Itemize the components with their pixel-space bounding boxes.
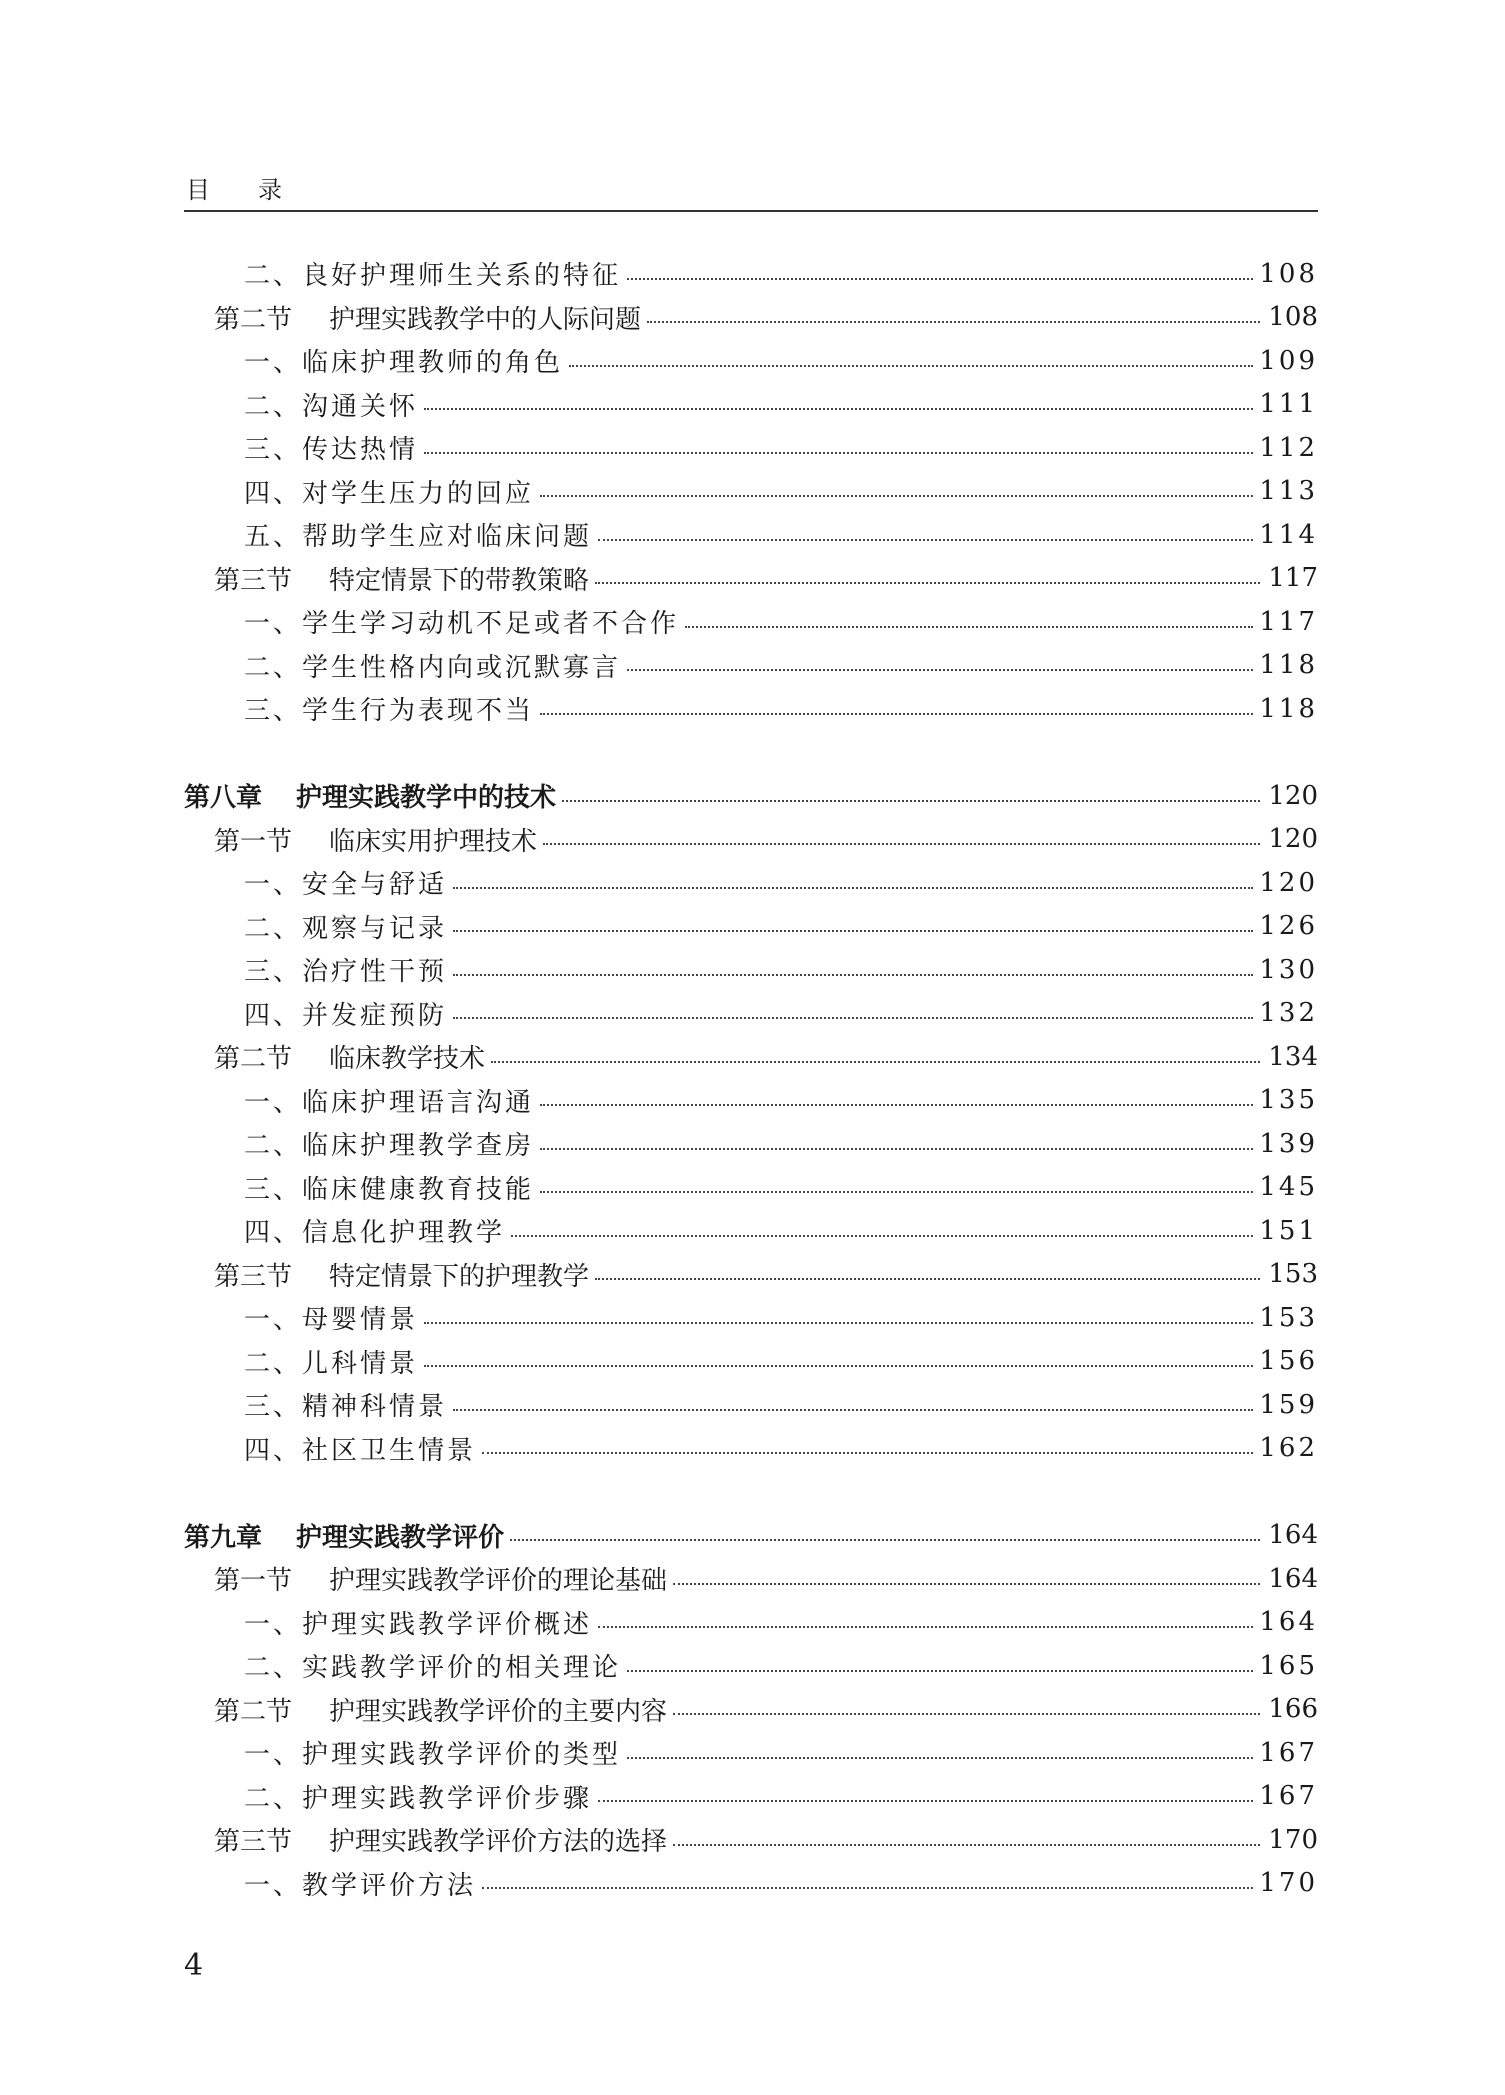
dot-leader bbox=[627, 278, 1253, 280]
toc-entry-label bbox=[214, 560, 589, 597]
toc-entry-item[interactable] bbox=[184, 687, 1318, 731]
toc-entry-label bbox=[244, 603, 679, 640]
item-title: 二、观察与记录 bbox=[244, 913, 448, 944]
item-title: 四、社区卫生情景 bbox=[244, 1435, 477, 1466]
toc-entry-label bbox=[244, 1604, 592, 1641]
item-title: 三、学生行为表现不当 bbox=[244, 696, 535, 727]
dot-leader bbox=[673, 1713, 1260, 1715]
toc-entry-label bbox=[244, 951, 447, 988]
dot-leader bbox=[598, 1800, 1253, 1802]
dot-leader bbox=[569, 365, 1253, 367]
toc-page-number: 162 bbox=[1259, 1433, 1318, 1464]
toc-page-number: 164 bbox=[1268, 1520, 1318, 1551]
dot-leader bbox=[673, 1583, 1260, 1585]
toc-entry-label bbox=[244, 1386, 447, 1423]
toc-entry-label bbox=[244, 473, 534, 510]
toc-page-number: 165 bbox=[1259, 1650, 1318, 1681]
toc-page-number: 109 bbox=[1259, 345, 1318, 376]
section-number: 第二节 bbox=[214, 304, 293, 335]
section-number: 第二节 bbox=[214, 1044, 293, 1075]
dot-leader bbox=[685, 626, 1253, 628]
toc-page-number: 120 bbox=[1268, 824, 1318, 855]
chapter-number: 第八章 bbox=[184, 783, 263, 814]
dot-leader bbox=[482, 1452, 1253, 1454]
item-title: 一、临床护理语言沟通 bbox=[244, 1087, 535, 1118]
toc-entry-label bbox=[244, 342, 563, 379]
toc-page-number: 164 bbox=[1268, 1563, 1318, 1594]
toc-entry-section[interactable] bbox=[184, 1818, 1318, 1862]
dot-leader bbox=[627, 1670, 1253, 1672]
toc-entry-item[interactable] bbox=[184, 1644, 1318, 1688]
toc-page-number: 114 bbox=[1259, 519, 1318, 550]
toc-entry-label bbox=[244, 255, 621, 292]
toc-page-number: 139 bbox=[1259, 1128, 1318, 1159]
item-title: 一、临床护理教师的角色 bbox=[244, 348, 564, 379]
toc-page-number: 166 bbox=[1268, 1694, 1318, 1725]
toc-entry-label bbox=[244, 1212, 505, 1249]
dot-leader bbox=[562, 800, 1260, 802]
toc-entry-item[interactable] bbox=[184, 1296, 1318, 1340]
toc-entry-item[interactable] bbox=[184, 470, 1318, 514]
toc-entry-item[interactable] bbox=[184, 1427, 1318, 1471]
toc-page-number: 113 bbox=[1259, 476, 1318, 507]
toc-entry-item[interactable] bbox=[184, 1383, 1318, 1427]
toc-entry-label bbox=[244, 1082, 534, 1119]
dot-leader bbox=[647, 321, 1260, 323]
item-title: 三、传达热情 bbox=[244, 435, 419, 466]
item-title: 一、母婴情景 bbox=[244, 1305, 419, 1336]
item-title: 二、沟通关怀 bbox=[244, 391, 419, 422]
toc-entry-label bbox=[214, 1691, 667, 1728]
toc-page-number: 118 bbox=[1259, 650, 1318, 681]
toc-page-number: 132 bbox=[1259, 998, 1318, 1029]
toc-entry-item[interactable] bbox=[184, 992, 1318, 1036]
toc-page-number: 167 bbox=[1259, 1781, 1318, 1812]
section-title: 特定情景下的护理教学 bbox=[329, 1261, 590, 1292]
toc-entry-label bbox=[244, 908, 447, 945]
toc-page-number: 159 bbox=[1259, 1389, 1318, 1420]
running-header bbox=[184, 166, 1318, 212]
section-title: 护理实践教学评价方法的选择 bbox=[329, 1827, 668, 1858]
item-title: 二、儿科情景 bbox=[244, 1348, 419, 1379]
dot-leader bbox=[627, 1757, 1253, 1759]
toc-entry-label bbox=[244, 1125, 534, 1162]
dot-leader bbox=[543, 843, 1260, 845]
toc-entry-chapter[interactable] bbox=[184, 1514, 1318, 1558]
section-number: 第一节 bbox=[214, 826, 293, 857]
header-left-char: 目 bbox=[186, 176, 210, 204]
item-title: 三、临床健康教育技能 bbox=[244, 1174, 535, 1205]
toc-page-number: 117 bbox=[1259, 606, 1318, 637]
toc-entry-label bbox=[244, 647, 621, 684]
item-title: 一、护理实践教学评价的类型 bbox=[244, 1740, 622, 1771]
item-title: 二、临床护理教学查房 bbox=[244, 1131, 535, 1162]
toc-entry-label bbox=[244, 386, 418, 423]
toc-page-number: 130 bbox=[1259, 954, 1318, 985]
toc-entry-label bbox=[244, 1865, 476, 1902]
item-title: 四、并发症预防 bbox=[244, 1000, 448, 1031]
toc-entry-item[interactable] bbox=[184, 252, 1318, 296]
toc-entry-label bbox=[244, 1343, 418, 1380]
item-title: 三、精神科情景 bbox=[244, 1392, 448, 1423]
toc-entry-item[interactable] bbox=[184, 1731, 1318, 1775]
dot-leader bbox=[540, 1191, 1253, 1193]
toc-entry-item[interactable] bbox=[184, 1601, 1318, 1645]
toc-entry-label bbox=[244, 429, 418, 466]
dot-leader bbox=[540, 1148, 1253, 1150]
toc-entry-item[interactable] bbox=[184, 1340, 1318, 1384]
item-title: 二、护理实践教学评价步骤 bbox=[244, 1783, 593, 1814]
toc-entry-label bbox=[184, 777, 556, 814]
header-right-char: 录 bbox=[258, 176, 282, 204]
dot-leader bbox=[595, 1278, 1260, 1280]
toc-page-number: 111 bbox=[1259, 389, 1318, 420]
toc-entry-label bbox=[244, 1734, 621, 1771]
toc-entry-item[interactable] bbox=[184, 905, 1318, 949]
section-number: 第三节 bbox=[214, 1827, 293, 1858]
toc-entry-item[interactable] bbox=[184, 513, 1318, 557]
chapter-title: 护理实践教学中的技术 bbox=[296, 783, 557, 814]
toc-entry-item[interactable] bbox=[184, 948, 1318, 992]
dot-leader bbox=[540, 495, 1253, 497]
toc-page-number: 108 bbox=[1268, 302, 1318, 333]
section-number: 第三节 bbox=[214, 1261, 293, 1292]
item-title: 一、教学评价方法 bbox=[244, 1870, 477, 1901]
toc-page-number: 120 bbox=[1268, 780, 1318, 811]
section-title: 护理实践教学中的人际问题 bbox=[329, 304, 642, 335]
toc-entry-label bbox=[214, 299, 641, 336]
item-title: 五、帮助学生应对临床问题 bbox=[244, 522, 593, 553]
toc-page-number: 170 bbox=[1268, 1824, 1318, 1855]
toc-entry-label bbox=[244, 1647, 621, 1684]
dot-leader bbox=[511, 1235, 1253, 1237]
dot-leader bbox=[453, 1017, 1253, 1019]
dot-leader bbox=[540, 1104, 1253, 1106]
item-title: 一、学生学习动机不足或者不合作 bbox=[244, 609, 680, 640]
chapter-number: 第九章 bbox=[184, 1522, 263, 1553]
toc-entry-item[interactable] bbox=[184, 1079, 1318, 1123]
toc-page-number: 170 bbox=[1259, 1868, 1318, 1899]
toc-page-number: 151 bbox=[1259, 1215, 1318, 1246]
toc-entry-label bbox=[244, 1299, 418, 1336]
toc-entry-item[interactable] bbox=[184, 861, 1318, 905]
item-title: 二、实践教学评价的相关理论 bbox=[244, 1653, 622, 1684]
toc-entry-section[interactable] bbox=[184, 557, 1318, 601]
toc-entry-item[interactable] bbox=[184, 600, 1318, 644]
toc-page-number: 134 bbox=[1268, 1041, 1318, 1072]
section-number: 第二节 bbox=[214, 1696, 293, 1727]
section-title: 特定情景下的带教策略 bbox=[329, 565, 590, 596]
section-title: 临床实用护理技术 bbox=[329, 826, 538, 857]
dot-leader bbox=[595, 582, 1260, 584]
item-title: 一、护理实践教学评价概述 bbox=[244, 1609, 593, 1640]
toc-entry-label bbox=[244, 1430, 476, 1467]
section-title: 临床教学技术 bbox=[329, 1044, 486, 1075]
toc-page-number: 126 bbox=[1259, 911, 1318, 942]
toc-entry-label bbox=[244, 864, 447, 901]
toc-entry-item[interactable] bbox=[184, 383, 1318, 427]
dot-leader bbox=[482, 1887, 1253, 1889]
section-number: 第三节 bbox=[214, 565, 293, 596]
dot-leader bbox=[453, 930, 1253, 932]
toc-entry-section[interactable] bbox=[184, 818, 1318, 862]
toc-entry-item[interactable] bbox=[184, 1122, 1318, 1166]
toc-page-number: 156 bbox=[1259, 1346, 1318, 1377]
dot-leader bbox=[627, 669, 1253, 671]
toc-entry-label bbox=[214, 1560, 667, 1597]
dot-leader bbox=[453, 974, 1253, 976]
toc-entry-item[interactable] bbox=[184, 1166, 1318, 1210]
toc-entry-item[interactable] bbox=[184, 426, 1318, 470]
dot-leader bbox=[491, 1061, 1260, 1063]
dot-leader bbox=[673, 1844, 1260, 1846]
section-title: 护理实践教学评价的主要内容 bbox=[329, 1696, 668, 1727]
dot-leader bbox=[453, 887, 1253, 889]
toc-page-number: 153 bbox=[1268, 1259, 1318, 1290]
toc-page-number: 120 bbox=[1259, 867, 1318, 898]
dot-leader bbox=[540, 713, 1253, 715]
toc-entry-label bbox=[244, 1778, 592, 1815]
toc-entry-item[interactable] bbox=[184, 1862, 1318, 1906]
toc-entry-chapter[interactable] bbox=[184, 774, 1318, 818]
chapter-title: 护理实践教学评价 bbox=[296, 1522, 505, 1553]
toc-page-number: 117 bbox=[1268, 563, 1318, 594]
dot-leader bbox=[424, 1322, 1253, 1324]
toc-page-number: 135 bbox=[1259, 1085, 1318, 1116]
toc-page-number: 145 bbox=[1259, 1172, 1318, 1203]
table-of-contents bbox=[184, 252, 1318, 1905]
toc-entry-section[interactable] bbox=[184, 1557, 1318, 1601]
toc-entry-label bbox=[214, 1256, 589, 1293]
dot-leader bbox=[598, 1626, 1253, 1628]
item-title: 四、对学生压力的回应 bbox=[244, 478, 535, 509]
item-title: 四、信息化护理教学 bbox=[244, 1218, 506, 1249]
toc-entry-label bbox=[214, 821, 537, 858]
toc-entry-item[interactable] bbox=[184, 644, 1318, 688]
toc-entry-label bbox=[184, 1517, 504, 1554]
item-title: 一、安全与舒适 bbox=[244, 870, 448, 901]
section-title: 护理实践教学评价的理论基础 bbox=[329, 1566, 668, 1597]
toc-page-number: 167 bbox=[1259, 1737, 1318, 1768]
toc-entry-label bbox=[244, 690, 534, 727]
item-title: 三、治疗性干预 bbox=[244, 957, 448, 988]
toc-page-number: 112 bbox=[1259, 432, 1318, 463]
item-title: 二、良好护理师生关系的特征 bbox=[244, 261, 622, 292]
toc-entry-label bbox=[214, 1821, 667, 1858]
toc-entry-label bbox=[244, 1169, 534, 1206]
toc-entry-section[interactable] bbox=[184, 1688, 1318, 1732]
dot-leader bbox=[424, 1365, 1253, 1367]
toc-entry-item[interactable] bbox=[184, 1775, 1318, 1819]
toc-entry-label bbox=[214, 1038, 485, 1075]
toc-page-number: 153 bbox=[1259, 1302, 1318, 1333]
toc-page-number: 118 bbox=[1259, 693, 1318, 724]
dot-leader bbox=[598, 539, 1253, 541]
toc-entry-section[interactable] bbox=[184, 1253, 1318, 1297]
toc-entry-item[interactable] bbox=[184, 339, 1318, 383]
item-title: 二、学生性格内向或沉默寡言 bbox=[244, 652, 622, 683]
page-number: 4 bbox=[184, 1948, 204, 1983]
section-number: 第一节 bbox=[214, 1566, 293, 1597]
dot-leader bbox=[453, 1409, 1253, 1411]
toc-entry-section[interactable] bbox=[184, 296, 1318, 340]
toc-entry-label bbox=[244, 516, 592, 553]
dot-leader bbox=[510, 1539, 1260, 1541]
dot-leader bbox=[424, 408, 1253, 410]
toc-page-number: 108 bbox=[1259, 258, 1318, 289]
toc-page-number: 164 bbox=[1259, 1607, 1318, 1638]
toc-entry-item[interactable] bbox=[184, 1209, 1318, 1253]
dot-leader bbox=[424, 452, 1253, 454]
toc-entry-label bbox=[244, 995, 447, 1032]
toc-entry-section[interactable] bbox=[184, 1035, 1318, 1079]
